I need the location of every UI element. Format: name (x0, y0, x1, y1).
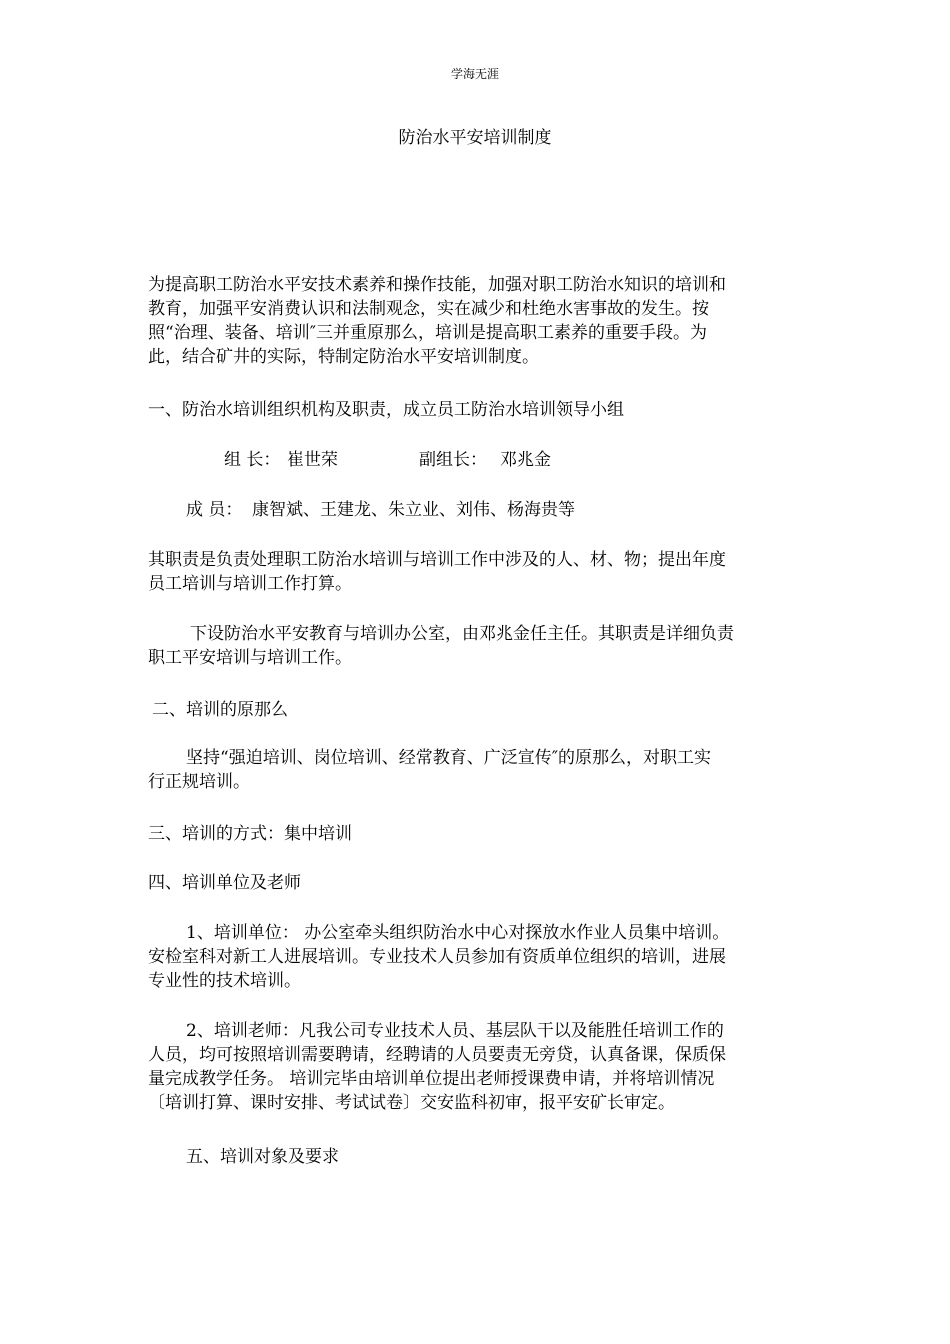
leader-name: 崔世荣 (287, 450, 338, 470)
duty-paragraph (148, 548, 808, 596)
training-unit-line: 安检室科对新工人进展培训。专业技术人员参加有资质单位组织的培训，进展 (148, 947, 726, 967)
training-unit-line: 专业性的技术培训。 (148, 971, 301, 991)
members-list: 康智斌、王建龙、朱立业、刘伟、杨海贵等 (252, 500, 575, 520)
intro-line: 此，结合矿井的实际，特制定防治水平安培训制度。 (148, 347, 539, 367)
office-line: 职工平安培训与培训工作。 (148, 648, 352, 668)
intro-line: 照“治理、装备、培训″三并重原那么，培训是提高职工素养的重要手段。为 (148, 323, 708, 343)
office-paragraph (148, 622, 808, 670)
principle-line: 坚持“强迫培训、岗位培训、经常教育、广泛宣传″的原那么，对职工实 (186, 748, 712, 768)
page-header: 学海无涯 (450, 67, 499, 81)
section4-heading: 四、培训单位及老师 (148, 873, 301, 893)
intro-paragraph (148, 273, 808, 369)
deputy-name: 邓兆金 (500, 450, 551, 470)
leader-label: 组 长： (224, 450, 281, 470)
teacher-line: 2、培训老师：凡我公司专业技术人员、基层队干以及能胜任培训工作的 (186, 1021, 724, 1041)
section3-heading: 三、培训的方式：集中培训 (148, 824, 352, 844)
teacher-line: 人员，均可按照培训需要聘请，经聘请的人员要责无旁贷，认真备课，保质保 (148, 1045, 726, 1065)
teacher-paragraph (148, 1019, 808, 1115)
training-unit-paragraph (148, 921, 808, 993)
principle-line: 行正规培训。 (148, 772, 250, 792)
section2-heading: 二、培训的原那么 (152, 700, 288, 720)
members-label: 成 员： (186, 500, 243, 520)
teacher-line: 〔培训打算、课时安排、考试试卷〕交安监科初审，报平安矿长审定。 (148, 1093, 675, 1113)
intro-line: 为提高职工防治水平安技术素养和操作技能，加强对职工防治水知识的培训和 (148, 275, 726, 295)
duty-line: 员工培训与培训工作打算。 (148, 574, 352, 594)
section5-heading: 五、培训对象及要求 (186, 1147, 339, 1167)
section1-heading: 一、防治水培训组织机构及职责，成立员工防治水培训领导小组 (148, 400, 624, 420)
section2-paragraph (148, 746, 808, 794)
deputy-label: 副组长： (419, 450, 487, 470)
duty-line: 其职责是负责处理职工防治水培训与培训工作中涉及的人、材、物；提出年度 (148, 550, 726, 570)
teacher-line: 量完成教学任务。 培训完毕由培训单位提出老师授课费申请，并将培训情况 (148, 1069, 715, 1089)
document-title: 防治水平安培训制度 (398, 128, 552, 148)
training-unit-line: 1、培训单位： 办公室牵头组织防治水中心对探放水作业人员集中培训。 (186, 923, 730, 943)
office-line: 下设防治水平安教育与培训办公室，由邓兆金任主任。其职责是详细负责 (190, 624, 734, 644)
intro-line: 教育，加强平安消费认识和法制观念，实在减少和杜绝水害事故的发生。按 (148, 299, 709, 319)
